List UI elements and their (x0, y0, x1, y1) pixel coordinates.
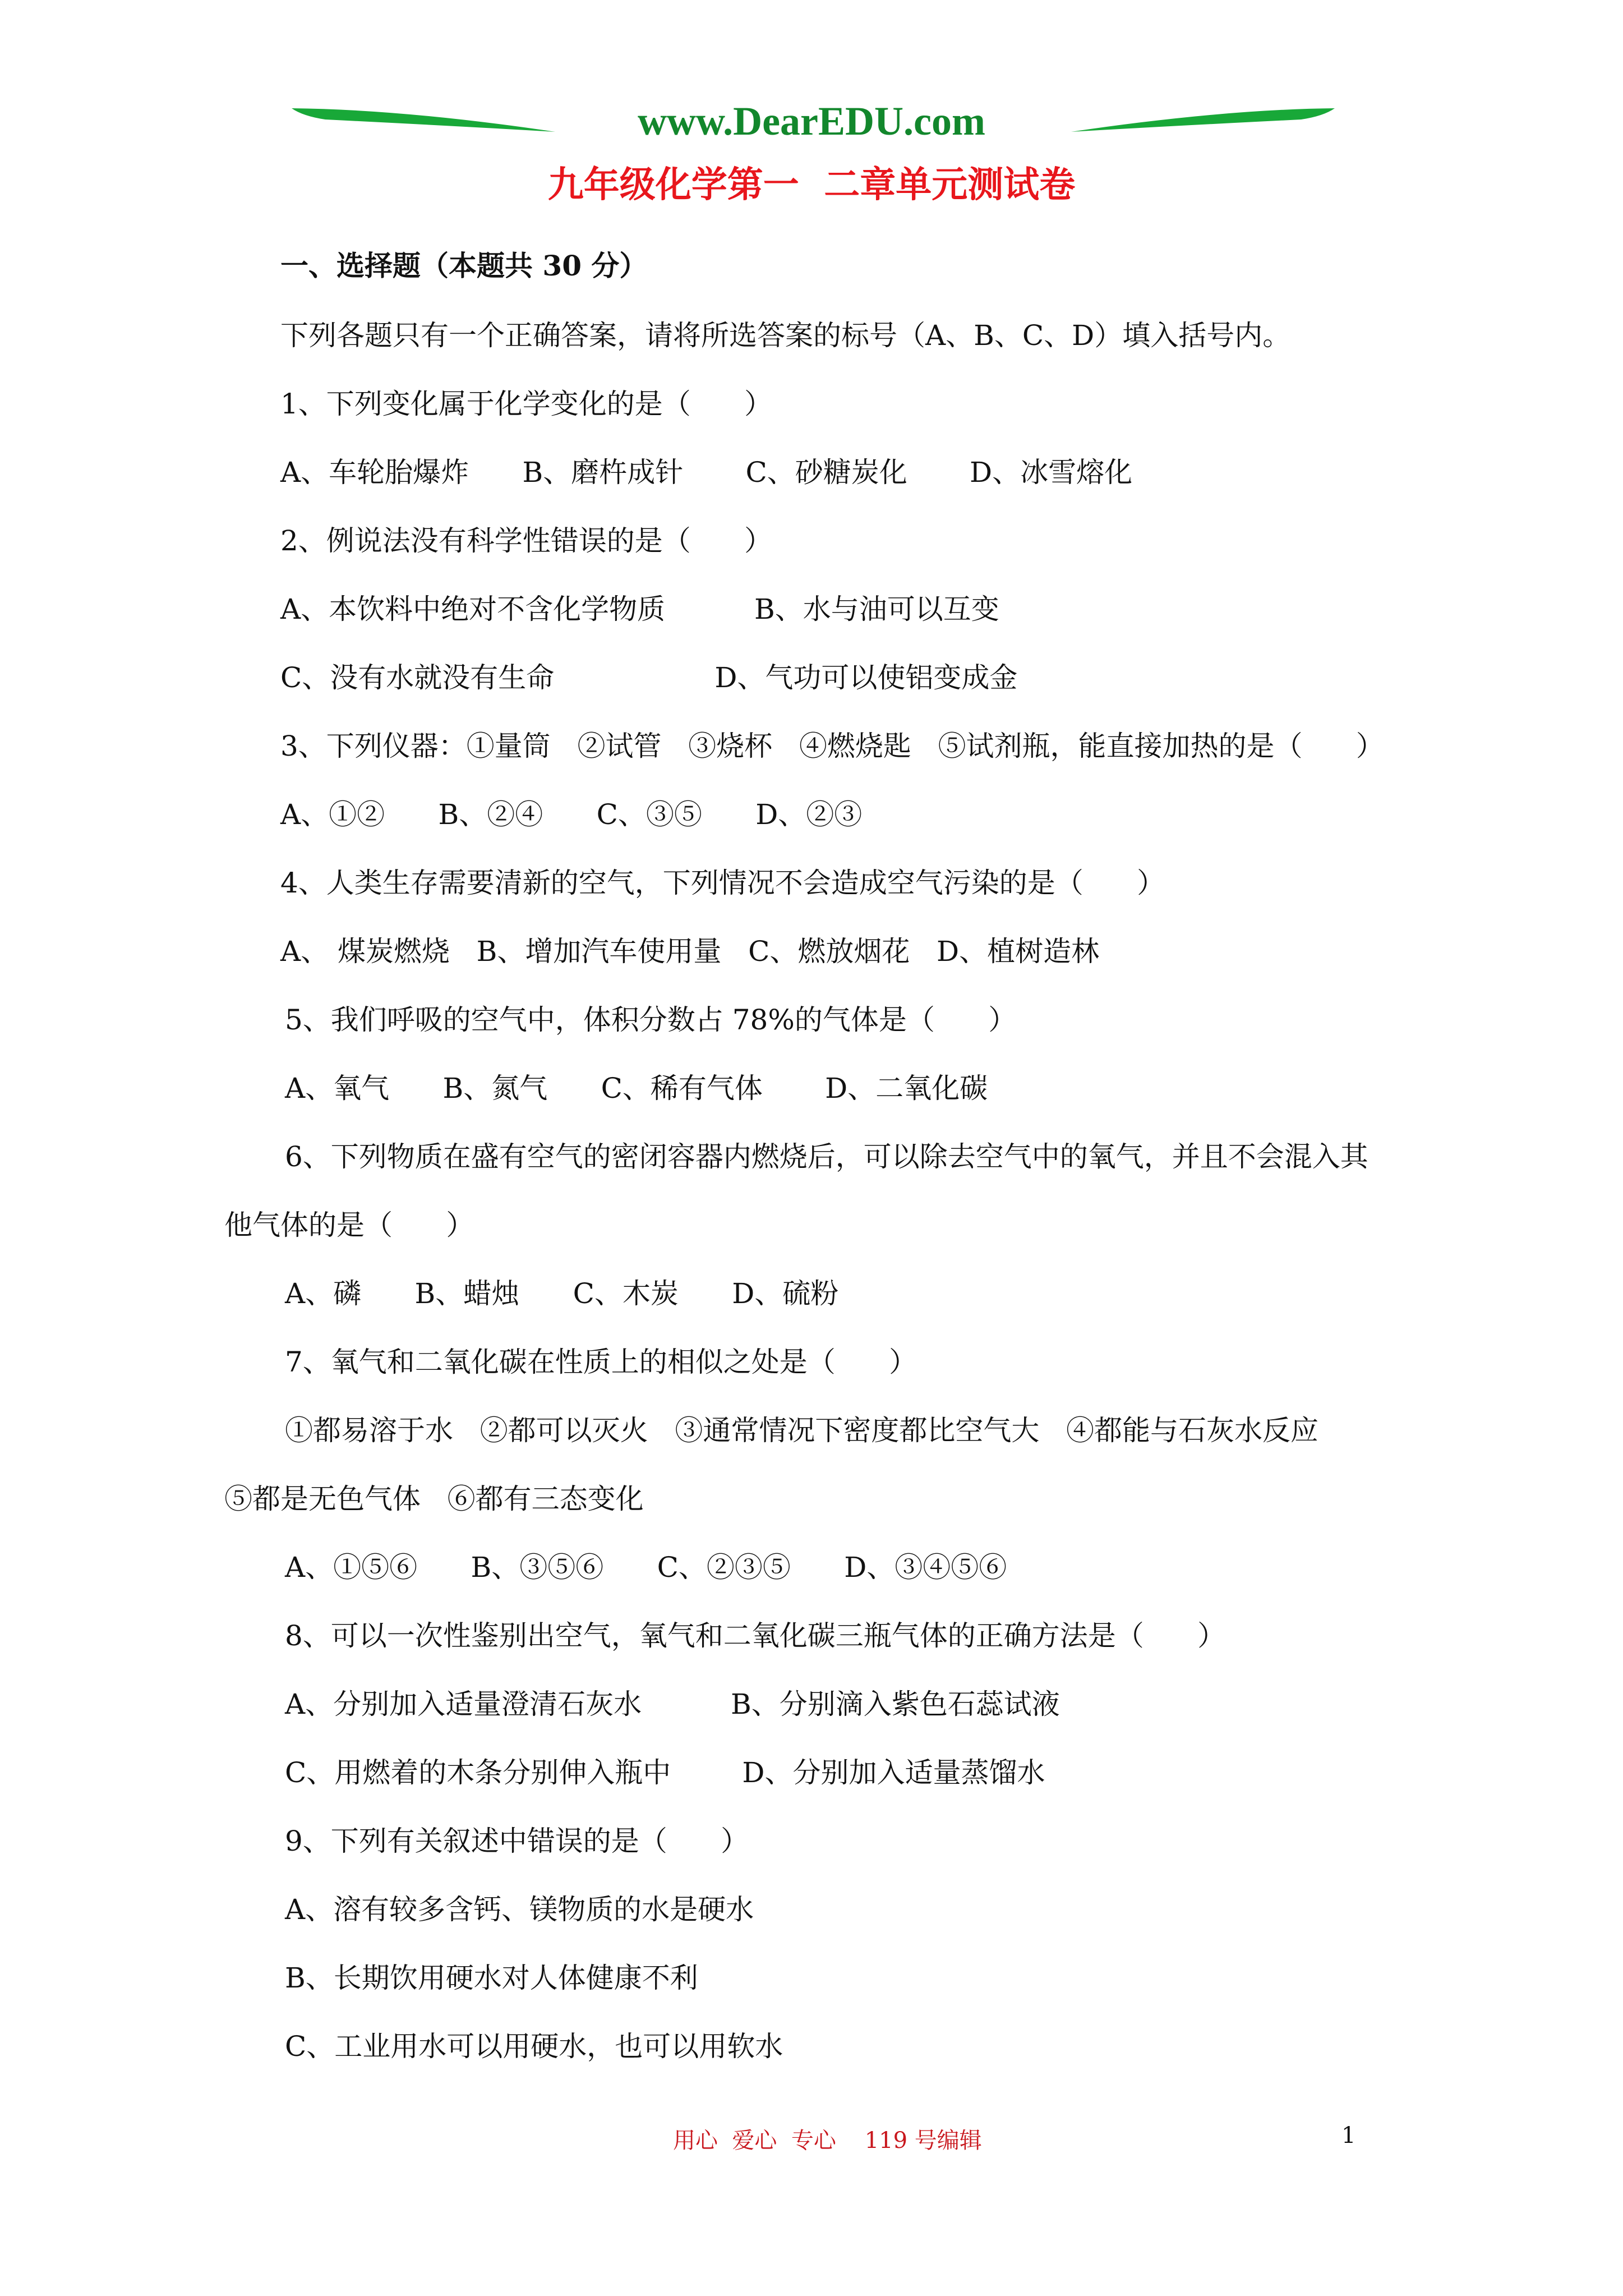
site-url: www.DearEDU.com (638, 99, 985, 144)
question-1: 1、下列变化属于化学变化的是（ ） (280, 388, 773, 420)
question-2-options-ab: A、本饮料中绝对不含化学物质 B、水与油可以互变 (280, 593, 999, 625)
question-2: 2、例说法没有科学性错误的是（ ） (280, 524, 773, 557)
question-7-statements-continued: ⑤都是无色气体 ⑥都有三态变化 (224, 1483, 644, 1515)
question-6-options: A、磷 B、蜡烛 C、木炭 D、硫粉 (285, 1277, 839, 1310)
page-title: 九年级化学第一 二章单元测试卷 (547, 164, 1076, 206)
question-7: 7、氧气和二氧化碳在性质上的相似之处是（ ） (285, 1346, 917, 1378)
question-2-options-cd: C、没有水就没有生命 D、气功可以使铝变成金 (280, 661, 1018, 694)
question-6-continued: 他气体的是（ ） (224, 1209, 474, 1241)
page-number: 1 (1341, 2123, 1356, 2148)
question-9-option-b: B、长期饮用硬水对人体健康不利 (285, 1962, 698, 1994)
section-heading: 一、选择题（本题共 30 分） (280, 249, 648, 282)
question-8-options-cd: C、用燃着的木条分别伸入瓶中 D、分别加入适量蒸馏水 (285, 1756, 1045, 1789)
question-9: 9、下列有关叙述中错误的是（ ） (285, 1825, 749, 1857)
question-3-options: A、①② B、②④ C、③⑤ D、②③ (280, 798, 863, 831)
question-3: 3、下列仪器：①量筒 ②试管 ③烧杯 ④燃烧匙 ⑤试剂瓶，能直接加热的是（ ） (280, 730, 1384, 762)
question-7-statements: ①都易溶于水 ②都可以灭火 ③通常情况下密度都比空气大 ④都能与石灰水反应 (285, 1414, 1319, 1447)
question-6: 6、下列物质在盛有空气的密闭容器内燃烧后，可以除去空气中的氧气，并且不会混入其 (285, 1140, 1368, 1173)
section-instruction: 下列各题只有一个正确答案，请将所选答案的标号（A、B、C、D）填入括号内。 (280, 319, 1291, 352)
question-9-option-c: C、工业用水可以用硬水，也可以用软水 (285, 2030, 783, 2063)
question-9-option-a: A、溶有较多含钙、镁物质的水是硬水 (285, 1893, 754, 1926)
question-5-options: A、氧气 B、氮气 C、稀有气体 D、二氧化碳 (285, 1072, 988, 1105)
question-1-options: A、车轮胎爆炸 B、磨杵成针 C、砂糖炭化 D、冰雪熔化 (280, 456, 1133, 489)
question-8: 8、可以一次性鉴别出空气，氧气和二氧化碳三瓶气体的正确方法是（ ） (285, 1619, 1226, 1652)
question-8-options-ab: A、分别加入适量澄清石灰水 B、分别滴入紫色石蕊试液 (285, 1688, 1060, 1720)
question-4: 4、人类生存需要清新的空气，下列情况不会造成空气污染的是（ ） (280, 867, 1165, 899)
question-4-options: A、 煤炭燃烧 B、增加汽车使用量 C、燃放烟花 D、植树造林 (280, 935, 1100, 968)
question-5: 5、我们呼吸的空气中，体积分数占 78%的气体是（ ） (285, 1004, 1017, 1036)
footer-text: 用心 爱心 专心 119 号编辑 (673, 2128, 982, 2154)
question-7-options: A、①⑤⑥ B、③⑤⑥ C、②③⑤ D、③④⑤⑥ (285, 1551, 1007, 1584)
